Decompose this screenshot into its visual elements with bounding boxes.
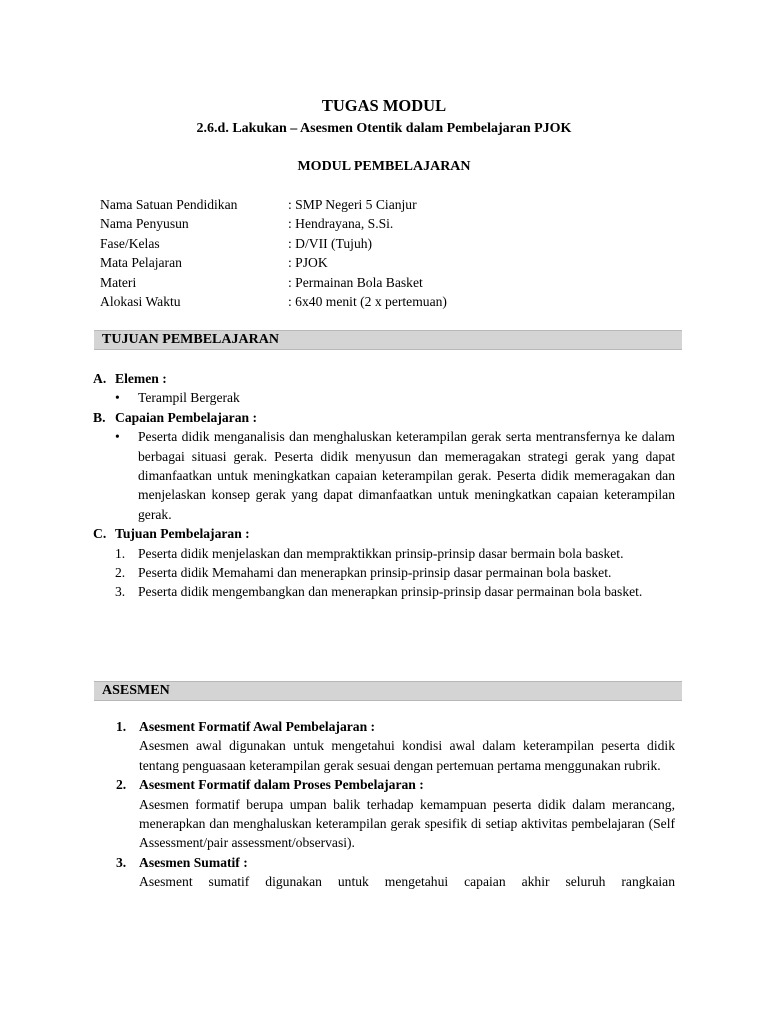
list-item <box>93 427 675 524</box>
item-number: 2. <box>116 777 127 793</box>
identity-row <box>100 292 447 311</box>
document-title: TUGAS MODUL <box>321 96 447 115</box>
identity-table <box>100 195 447 311</box>
item-number: 2. <box>115 565 126 581</box>
item-number: 3. <box>116 854 127 870</box>
list-item <box>116 853 675 892</box>
item-number: 3. <box>115 584 126 600</box>
list-item <box>93 563 675 582</box>
item-text: Peserta didik mengembangkan dan menerapkan prinsip-prinsip dasar permainan bola basket. <box>138 584 643 600</box>
identity-label: Materi <box>100 274 137 290</box>
bullet-icon: • <box>115 390 120 406</box>
tujuan-heading <box>93 524 675 543</box>
item-text: Asesment sumatif digunakan untuk mengetahui capaian akhir seluruh rangkaian <box>139 874 675 890</box>
section-letter: B. <box>93 409 106 425</box>
bullet-icon: • <box>115 429 120 445</box>
item-text: Peserta didik menjelaskan dan mempraktikkan prinsip-prinsip dasar bermain bola basket. <box>138 545 624 561</box>
section-title: Elemen : <box>115 371 167 386</box>
item-number: 1. <box>116 719 127 734</box>
identity-value: : PJOK <box>288 255 328 271</box>
item-text: Asesmen formatif berupa umpan balik terhadap kemampuan peserta didik dalam merancang, menerapkan dan menghaluskan keterampilan gerak spesifik di setiap aktivitas pembelajaran (Self Assessment/pair assessment/observasi). <box>139 796 675 851</box>
section-letter: C. <box>93 526 107 542</box>
identity-label: Fase/Kelas <box>100 235 160 251</box>
identity-value: : Permainan Bola Basket <box>288 274 423 290</box>
identity-label: Alokasi Waktu <box>100 293 181 309</box>
elemen-text: Terampil Bergerak <box>138 390 240 406</box>
identity-label: Nama Penyusun <box>100 216 189 232</box>
item-title: Asesment Formatif dalam Proses Pembelajaran : <box>139 777 424 793</box>
identity-row <box>100 214 447 233</box>
identity-row <box>100 253 447 272</box>
tujuan-section <box>93 369 675 602</box>
identity-value: : D/VII (Tujuh) <box>288 235 373 251</box>
item-text: Peserta didik Memahami dan menerapkan prinsip-prinsip dasar permainan bola basket. <box>138 565 612 581</box>
identity-value: : 6x40 menit (2 x pertemuan) <box>288 293 447 309</box>
section-heading-tujuan: TUJUAN PEMBELAJARAN <box>94 330 682 350</box>
capaian-heading <box>93 408 675 427</box>
section-title: Tujuan Pembelajaran : <box>115 526 250 542</box>
section-heading-asesmen: ASESMEN <box>94 681 682 701</box>
section-title: Capaian Pembelajaran : <box>115 409 257 425</box>
identity-row <box>100 273 447 292</box>
list-item <box>93 582 675 601</box>
asesmen-section <box>116 717 675 892</box>
document-subtitle: 2.6.d. Lakukan – Asesmen Otentik dalam Pembelajaran PJOK <box>196 121 572 136</box>
item-title: Asesmen Sumatif : <box>139 854 248 870</box>
identity-label: Mata Pelajaran <box>100 255 182 271</box>
identity-row <box>100 195 447 214</box>
elemen-heading <box>93 369 675 388</box>
list-item <box>116 775 675 853</box>
list-item <box>93 388 675 407</box>
section-letter: A. <box>93 371 107 386</box>
identity-label: Nama Satuan Pendidikan <box>100 197 238 212</box>
item-title: Asesment Formatif Awal Pembelajaran : <box>139 719 376 734</box>
identity-value: : SMP Negeri 5 Cianjur <box>288 197 417 212</box>
item-text: Asesmen awal digunakan untuk mengetahui kondisi awal dalam keterampilan peserta didik tentang penguasaan keterampilan gerak sesuai dengan pertemuan pertama menggunakan rubrik. <box>139 738 675 773</box>
list-item <box>93 544 675 563</box>
identity-value: : Hendrayana, S.Si. <box>288 216 394 232</box>
identity-row <box>100 234 447 253</box>
item-number: 1. <box>115 545 126 561</box>
module-title: MODUL PEMBELAJARAN <box>297 159 471 174</box>
capaian-text: Peserta didik menganalisis dan menghaluskan keterampilan gerak serta mentransfernya ke dalam berbagai situasi gerak. Peserta didik menyusun dan memeragakan strategi gerak yang dapat dimanfaatkan untuk meningkatkan capaian keterampilan gerak. Peserta didik memeragakan dan menjelaskan konsep gerak yang dapat dimanfaatkan untuk meningkatkan capaian keterampilan gerak. <box>138 429 675 522</box>
list-item <box>116 717 675 775</box>
